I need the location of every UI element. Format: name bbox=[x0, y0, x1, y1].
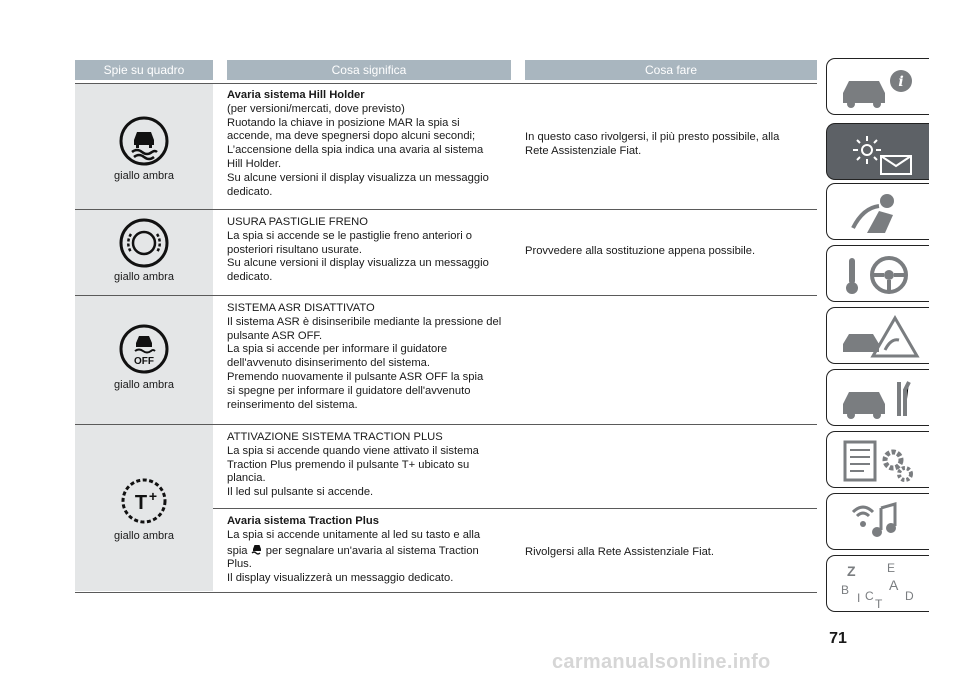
svg-text:A: A bbox=[889, 577, 899, 593]
action-text bbox=[525, 131, 779, 159]
row-divider bbox=[75, 83, 817, 84]
row-divider bbox=[75, 592, 817, 593]
tab-emergency[interactable] bbox=[826, 307, 929, 364]
tab-multimedia[interactable] bbox=[826, 493, 929, 550]
icon-caption: giallo ambra bbox=[114, 530, 174, 542]
meaning-line: Traction Plus premendo il pulsante T+ ubicato su bbox=[227, 458, 470, 471]
svg-text:+: + bbox=[148, 488, 158, 504]
action-line: In questo caso rivolgersi, il più presto possibile, alla bbox=[525, 131, 780, 143]
meaning-line: dell'avvenuto disinserimento del sistema. bbox=[227, 357, 430, 370]
maintenance-icon bbox=[837, 374, 921, 424]
header-col-action: Cosa fare bbox=[525, 60, 817, 80]
meaning-text bbox=[227, 431, 479, 500]
meaning-line: Ruotando la chiave in posizione MAR la spia si bbox=[227, 116, 460, 129]
meaning-line: (per versioni/mercati, dove previsto) bbox=[227, 102, 405, 115]
action-text bbox=[525, 546, 714, 560]
emergency-icon bbox=[837, 312, 921, 362]
meaning-text bbox=[227, 216, 489, 285]
row-divider bbox=[213, 508, 817, 509]
icon-caption: giallo ambra bbox=[114, 379, 174, 391]
meaning-line: La spia si accende unitamente al led su tasto e alla bbox=[227, 528, 481, 541]
meaning-title: SISTEMA ASR DISATTIVATO bbox=[227, 302, 375, 314]
safety-airbag-icon bbox=[837, 188, 921, 238]
svg-text:E: E bbox=[887, 561, 896, 575]
action-line: Provvedere alla sostituzione appena possibile. bbox=[525, 245, 756, 257]
meaning-text bbox=[227, 302, 501, 412]
index-icon bbox=[837, 560, 921, 610]
tab-technical-data[interactable] bbox=[826, 431, 929, 488]
row-divider bbox=[75, 424, 817, 425]
meaning-line: Il led sul pulsante si accende. bbox=[227, 486, 374, 499]
action-text bbox=[525, 245, 755, 259]
meaning-title: Avaria sistema Traction Plus bbox=[227, 515, 379, 527]
svg-text:T: T bbox=[134, 492, 148, 514]
meaning-line: Su alcune versioni il display visualizza un messaggio bbox=[227, 257, 489, 270]
meaning-line: per segnalare un'avaria al sistema Traction bbox=[265, 544, 479, 557]
page-number: 71 bbox=[829, 630, 847, 647]
tab-warning-lights[interactable] bbox=[826, 123, 929, 180]
key-steering-icon bbox=[837, 250, 921, 300]
meaning-line: dedicato. bbox=[227, 185, 273, 198]
svg-text:T: T bbox=[875, 597, 883, 610]
meaning-title: Avaria sistema Hill Holder bbox=[227, 89, 365, 101]
multimedia-icon bbox=[837, 498, 921, 548]
meaning-line: reinserimento del sistema. bbox=[227, 398, 358, 411]
action-line: Rivolgersi alla Rete Assistenziale Fiat. bbox=[525, 546, 715, 558]
technical-data-icon bbox=[837, 436, 921, 486]
meaning-line: L’accensione della spia indica una avaria al sistema bbox=[227, 144, 484, 157]
meaning-line: La spia si accende se le pastiglie freno anteriori o bbox=[227, 229, 473, 242]
meaning-title: USURA PASTIGLIE FRENO bbox=[227, 216, 368, 228]
header-col-warning-lights: Spie su quadro bbox=[75, 60, 213, 80]
tab-car-info[interactable] bbox=[826, 58, 929, 115]
row-divider bbox=[75, 295, 817, 296]
svg-text:Z: Z bbox=[847, 563, 856, 579]
meaning-line: si spegne per informare il guidatore dell'avvenuto bbox=[227, 384, 471, 397]
meaning-line: Premendo nuovamente il pulsante ASR OFF la spia bbox=[227, 370, 484, 383]
asr-off-icon bbox=[118, 323, 170, 375]
action-line: Rete Assistenziale Fiat. bbox=[525, 144, 642, 157]
footer-watermark: carmanualsonline.info bbox=[552, 651, 771, 673]
meaning-line: Su alcune versioni il display visualizza un messaggio bbox=[227, 171, 489, 184]
skid-warning-icon bbox=[251, 543, 263, 556]
meaning-line: Il sistema ASR è disinseribile mediante la pressione del bbox=[227, 315, 502, 328]
asr-off-label: OFF bbox=[134, 356, 154, 367]
meaning-line: La spia si accende quando viene attivato il sistema bbox=[227, 444, 479, 457]
meaning-text bbox=[227, 515, 480, 586]
meaning-line: Hill Holder. bbox=[227, 157, 282, 170]
svg-text:i: i bbox=[898, 74, 904, 90]
row-divider bbox=[75, 209, 817, 210]
brake-pad-wear-icon bbox=[118, 217, 170, 269]
traction-plus-icon bbox=[118, 475, 170, 527]
meaning-line: Plus. bbox=[227, 558, 252, 571]
car-info-icon bbox=[837, 63, 921, 113]
meaning-text bbox=[227, 89, 489, 199]
tab-maintenance[interactable] bbox=[826, 369, 929, 426]
meaning-line: pulsante ASR OFF. bbox=[227, 329, 323, 342]
tab-safety[interactable] bbox=[826, 183, 929, 240]
meaning-line: La spia si accende per informare il guidatore bbox=[227, 343, 448, 356]
meaning-title: ATTIVAZIONE SISTEMA TRACTION PLUS bbox=[227, 431, 443, 443]
tab-index[interactable] bbox=[826, 555, 929, 612]
meaning-line: Il display visualizzerà un messaggio dedicato. bbox=[227, 572, 454, 585]
meaning-line: accende, ma deve spegnersi dopo alcuni secondi; bbox=[227, 130, 476, 143]
meaning-line: plancia. bbox=[227, 472, 266, 485]
icon-caption: giallo ambra bbox=[114, 170, 174, 182]
meaning-line: posteriori risultano usurate. bbox=[227, 243, 362, 256]
meaning-line: dedicato. bbox=[227, 271, 273, 284]
icon-caption: giallo ambra bbox=[114, 271, 174, 283]
svg-text:D: D bbox=[905, 589, 914, 603]
tab-starting-driving[interactable] bbox=[826, 245, 929, 302]
warning-lights-message-icon bbox=[837, 128, 921, 178]
hill-holder-warning-icon bbox=[118, 115, 170, 167]
svg-text:B: B bbox=[841, 583, 850, 597]
svg-text:C: C bbox=[865, 589, 874, 603]
header-col-meaning: Cosa significa bbox=[227, 60, 511, 80]
meaning-line: spia bbox=[227, 544, 248, 557]
svg-text:I: I bbox=[857, 591, 861, 605]
